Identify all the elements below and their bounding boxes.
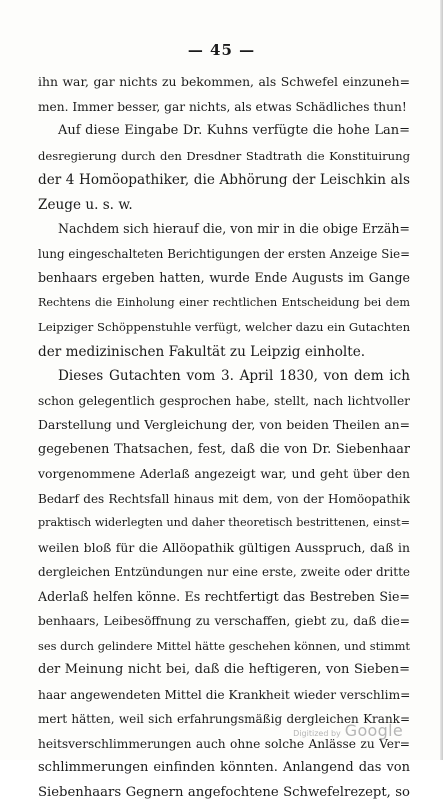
text-line: der 4 Homöopathiker, die Abhörung der Leischkin als bbox=[38, 168, 410, 193]
text-line: Rechtens die Einholung einer rechtlichen Entscheidung bei dem bbox=[38, 291, 410, 316]
text-line: gegebenen Thatsachen, fest, daß die von Dr. Siebenhaar bbox=[38, 438, 410, 463]
text-line: haar angewendeten Mittel die Krankheit wieder verschlim= bbox=[38, 683, 410, 708]
text-line: ihn war, gar nichts zu bekommen, als Schwefel einzuneh= bbox=[38, 70, 410, 95]
text-line: weilen bloß für die Allöopathik gültigen Ausspruch, daß in bbox=[38, 536, 410, 561]
text-line: Auf diese Eingabe Dr. Kuhns verfügte die hohe Lan= bbox=[38, 119, 410, 144]
watermark-brand: Google bbox=[345, 721, 403, 740]
text-line: men. Immer besser, gar nichts, als etwas Schädliches thun! bbox=[38, 95, 410, 120]
text-line: Leipziger Schöppenstuhle verfügt, welcher dazu ein Gutachten bbox=[38, 315, 410, 340]
text-line: Zeuge u. s. w. bbox=[38, 193, 410, 218]
text-line: Nachdem sich hierauf die, von mir in die obige Erzäh= bbox=[38, 217, 410, 242]
text-line: benhaars, Leibesöffnung zu verschaffen, giebt zu, daß die= bbox=[38, 609, 410, 634]
text-line: Bedarf des Rechtsfall hinaus mit dem, von der Homöopathik bbox=[38, 487, 410, 512]
text-line: Siebenhaars Gegnern angefochtene Schwefelrezept, so bbox=[38, 781, 410, 805]
text-line: schon gelegentlich gesprochen habe, stellt, nach lichtvoller bbox=[38, 389, 410, 414]
text-line: mert hätten, weil sich erfahrungsmäßig dergleichen Krank= bbox=[38, 707, 410, 732]
text-line: benhaars ergeben hatten, wurde Ende Augusts im Gange bbox=[38, 266, 410, 291]
text-line: Darstellung und Vergleichung der, von beiden Theilen an= bbox=[38, 413, 410, 438]
text-line: dergleichen Entzündungen nur eine erste, zweite oder dritte bbox=[38, 560, 410, 585]
text-line: lung eingeschalteten Berichtigungen der ersten Anzeige Sie= bbox=[38, 242, 410, 267]
text-line: ses durch gelindere Mittel hätte geschehen können, und stimmt bbox=[38, 634, 410, 659]
text-line: der Meinung nicht bei, daß die heftigeren, von Sieben= bbox=[38, 658, 410, 683]
text-line: Dieses Gutachten vom 3. April 1830, von dem ich bbox=[38, 364, 410, 389]
text-line: der medizinischen Fakultät zu Leipzig einholte. bbox=[38, 340, 410, 365]
text-line: desregierung durch den Dresdner Stadtrath die Konstituirung bbox=[38, 144, 410, 169]
watermark-prefix: Digitized by bbox=[293, 729, 341, 738]
text-line: praktisch widerlegten und daher theoretisch bestrittenen, einst= bbox=[38, 511, 410, 536]
text-line: Aderlaß helfen könne. Es rechtfertigt das Bestreben Sie= bbox=[38, 585, 410, 610]
text-line: heitsverschlimmerungen auch ohne solche Anlässe zu Ver= bbox=[38, 732, 410, 757]
text-line: vorgenommene Aderlaß angezeigt war, und geht über den bbox=[38, 462, 410, 487]
body-text bbox=[38, 70, 410, 805]
digitized-watermark bbox=[293, 721, 403, 740]
page-number: — 45 — bbox=[0, 41, 443, 59]
text-line: schlimmerungen einfinden könnten. Anlangend das von bbox=[38, 756, 410, 781]
